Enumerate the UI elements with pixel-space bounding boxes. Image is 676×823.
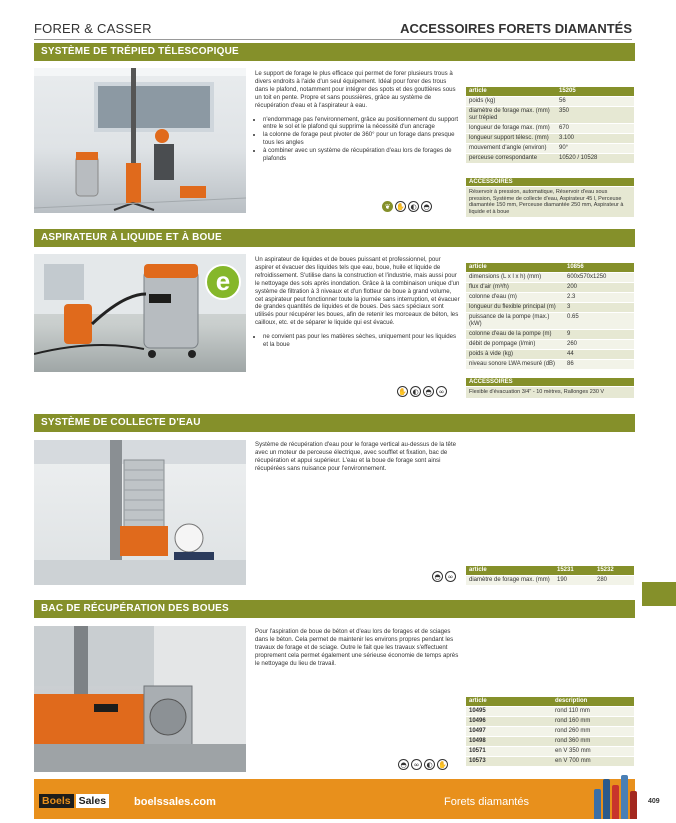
- safety-icons: [382, 201, 432, 212]
- table-row: [466, 727, 634, 737]
- ear-protection-icon: ◐: [408, 201, 419, 212]
- table-header-cell: article: [466, 263, 564, 273]
- table-cell: 670: [556, 124, 634, 134]
- water-collector-illustration: [34, 440, 246, 585]
- table-row: [466, 757, 634, 767]
- table-header-row: [466, 566, 634, 576]
- table-cell: longueur de forage max. (mm): [466, 124, 556, 134]
- table-row: [466, 330, 634, 340]
- goggles-icon: ∞: [445, 571, 456, 582]
- mud-tray-illustration: [34, 626, 246, 772]
- table-cell: 280: [594, 576, 634, 586]
- table-row: [466, 283, 634, 293]
- table-row: [466, 293, 634, 303]
- goggles-icon: ∞: [436, 386, 447, 397]
- footer-url[interactable]: boelssales.com: [134, 796, 216, 808]
- table-row: [466, 144, 634, 154]
- table-cell: poids (kg): [466, 97, 556, 107]
- table-cell: diamètre de forage max. (mm) sur trépied: [466, 107, 556, 124]
- section-header-vacuum: ASPIRATEUR À LIQUIDE ET À BOUE: [34, 229, 635, 247]
- helmet-icon: ◓: [398, 759, 409, 770]
- table-cell: rond 160 mm: [552, 717, 634, 727]
- table-cell: longueur support télesc. (mm): [466, 134, 556, 144]
- table-row: [466, 737, 634, 747]
- table-cell: niveau sonore LWA mesuré (dB): [466, 360, 564, 370]
- table-cell: 350: [556, 107, 634, 124]
- table-cell: 9: [564, 330, 634, 340]
- vacuum-description: [255, 256, 460, 349]
- water-collector-spec-table: [466, 566, 634, 586]
- boels-sales-logo: [39, 794, 109, 808]
- table-row: [466, 154, 634, 164]
- table-cell: poids à vide (kg): [466, 350, 564, 360]
- table-header-cell: 15231: [554, 566, 594, 576]
- page-title: ACCESSOIRES FORETS DIAMANTÉS: [400, 21, 632, 36]
- tripod-illustration: [34, 68, 246, 213]
- table-row: [466, 107, 634, 124]
- table-cell: 600x570x1250: [564, 273, 634, 283]
- table-cell: 86: [564, 360, 634, 370]
- table-cell: 56: [556, 97, 634, 107]
- table-cell: 10498: [466, 737, 552, 747]
- section-header-tripod: SYSTÈME DE TRÉPIED TÉLESCOPIQUE: [34, 43, 635, 61]
- accessories-heading: ACCESSOIRES: [466, 378, 634, 386]
- section-header-mud-tray: BAC DE RÉCUPÉRATION DES BOUES: [34, 600, 635, 618]
- table-cell: flux d'air (m³/h): [466, 283, 564, 293]
- section-title-left: FORER & CASSER: [34, 21, 152, 36]
- section-header-water-collector: SYSTÈME DE COLLECTE D'EAU: [34, 414, 635, 432]
- table-header-cell: 15205: [556, 87, 634, 97]
- table-row: [466, 313, 634, 330]
- footer-bar: [34, 779, 635, 819]
- glove-icon: ✋: [438, 760, 447, 769]
- table-cell: colonne d'eau de la pompe (m): [466, 330, 564, 340]
- table-cell: 190: [554, 576, 594, 586]
- eco-badge-icon: e: [205, 264, 241, 300]
- accessories-list: Flexible d'évacuation 3/4" - 10 mètres, Rallonges 230 V: [466, 387, 634, 398]
- vacuum-bullets: [255, 333, 460, 349]
- safety-icons: [432, 571, 456, 582]
- table-cell: 2.3: [564, 293, 634, 303]
- vacuum-photo: [34, 254, 246, 372]
- leaf-icon: ❦: [382, 201, 393, 212]
- accessories-heading: ACCESSOIRES: [466, 178, 634, 186]
- helmet-icon: ◓: [432, 571, 443, 582]
- helmet-icon: ◓: [421, 201, 432, 212]
- footer-title: Forets diamantés: [444, 796, 529, 808]
- table-header-cell: description: [552, 697, 634, 707]
- table-row: [466, 747, 634, 757]
- list-item: • n'endommage pas l'environnement, grâce au positionnement du support entre le sol et le plafond qui supprime la nécessité d'un ancrage: [263, 116, 460, 132]
- table-cell: en V 350 mm: [552, 747, 634, 757]
- table-cell: colonne d'eau (m): [466, 293, 564, 303]
- tripod-spec-table: [466, 87, 634, 164]
- table-header-cell: 15232: [594, 566, 634, 576]
- glove-icon: ✋: [398, 387, 407, 396]
- mud-tray-description: [255, 628, 460, 668]
- accessories-list: Réservoir à pression, automatique, Réservoir d'eau sous pression, Système de collecte d'eau, Aspirateur 45 l, Perceuse diamantée 150 mm, Perceuse diamantée 250 mm, Aspirateur à liquide et à boue: [466, 187, 634, 217]
- tripod-description: [255, 70, 460, 163]
- water-collector-photo: [34, 440, 246, 585]
- table-row: [466, 303, 634, 313]
- table-row: [466, 360, 634, 370]
- table-cell: 44: [564, 350, 634, 360]
- vacuum-description-text: Un aspirateur de liquides et de boues puissant et professionnel, pour aspirer et évacuer des liquides tels que eau, boue, huile et liquide de refroidissement. S'utilise dans la construction et l'industrie, mais aussi pour le nettoyage des sols après inondation. Grâce à la combinaison unique d'un système de filtration à 3 niveaux et d'un flotteur de boue à grand volume, cet aspirateur peut fonctionner toute la journée sans interruption, et évacuer de grandes quantités de liquides et de boues. Des sacs spéciaux sont utilisés pour récupérer les boues, afin de retenir les morceaux de béton, les cailloux, etc. et de séparer le liquide qui est évacué.: [255, 256, 460, 327]
- table-row: [466, 350, 634, 360]
- header-divider: [34, 39, 632, 40]
- vacuum-spec-table: [466, 263, 634, 370]
- table-cell: 10571: [466, 747, 552, 757]
- water-collector-description-text: Système de récupération d'eau pour le forage vertical au-dessus de la tête avec un moteur de perceuse électrique, avec soufflet et fixation, bac de récupération et appui supérieur. L'eau et la boue de forage sont ainsi récupérées sans nuisance pour l'environnement.: [255, 441, 457, 472]
- table-row: [466, 134, 634, 144]
- mud-tray-table: [466, 697, 634, 767]
- list-item: • à combiner avec un système de récupération d'eau lors de forages de plafonds: [263, 147, 460, 163]
- table-cell: 3: [564, 303, 634, 313]
- tripod-photo: [34, 68, 246, 213]
- list-item: • la colonne de forage peut pivoter de 360° pour un forage dans presque tous les angles: [263, 131, 460, 147]
- table-cell: diamètre de forage max. (mm): [466, 576, 554, 586]
- mud-tray-description-text: Pour l'aspiration de boue de béton et d'eau lors de forages et de sciages dans le béton. Cela permet de maintenir les environs propres pendant les travaux de forage et de sciage. Outre le fait que les travaux s'effectuent proprement cela permet également une sérieuse économie de temps après le nettoyage du lieu de travail.: [255, 628, 459, 667]
- goggles-icon: ∞: [411, 759, 422, 770]
- mud-tray-photo: [34, 626, 246, 772]
- table-cell: 10573: [466, 757, 552, 767]
- tripod-bullets: [255, 116, 460, 163]
- table-header-cell: 10856: [564, 263, 634, 273]
- table-cell: 10496: [466, 717, 552, 727]
- table-cell: 90°: [556, 144, 634, 154]
- table-row: [466, 707, 634, 717]
- table-header-row: [466, 697, 634, 707]
- helmet-icon: ◓: [423, 386, 434, 397]
- table-cell: 0.65: [564, 313, 634, 330]
- table-header-cell: article: [466, 697, 552, 707]
- list-item: • ne convient pas pour les matières sèches, uniquement pour les liquides et la boue: [263, 333, 460, 349]
- table-cell: 10497: [466, 727, 552, 737]
- table-header-cell: article: [466, 87, 556, 97]
- table-cell: puissance de la pompe (max.) (kW): [466, 313, 564, 330]
- table-cell: 260: [564, 340, 634, 350]
- table-header-cell: article: [466, 566, 554, 576]
- table-cell: 10520 / 10528: [556, 154, 634, 164]
- ear-protection-icon: ◐: [424, 759, 435, 770]
- tripod-description-text: Le support de forage le plus efficace qui permet de forer plusieurs trous à divers endroits à l'aide d'un seul équipement. Idéal pour forer des trous dans le plafond, notamment pour intégrer des spots et des gouttières sous un toit en pente. Propre et sans poussières, grâce au système de récupération d'eau et à l'aspirateur à eau.: [255, 70, 456, 109]
- table-row: [466, 340, 634, 350]
- table-cell: débit de pompage (l/min): [466, 340, 564, 350]
- table-cell: longueur du flexible principal (m): [466, 303, 564, 313]
- chapter-tab: [642, 582, 676, 606]
- logo-part-sales: Sales: [76, 794, 109, 808]
- table-cell: rond 360 mm: [552, 737, 634, 747]
- table-row: [466, 273, 634, 283]
- table-cell: rond 260 mm: [552, 727, 634, 737]
- table-row: [466, 97, 634, 107]
- table-cell: 200: [564, 283, 634, 293]
- table-row: [466, 717, 634, 727]
- table-cell: rond 110 mm: [552, 707, 634, 717]
- table-cell: en V 700 mm: [552, 757, 634, 767]
- water-collector-description: [255, 441, 460, 473]
- drill-bits-image: [594, 775, 637, 819]
- ear-protection-icon: ◐: [410, 386, 421, 397]
- table-cell: perceuse correspondante: [466, 154, 556, 164]
- table-row: [466, 576, 634, 586]
- safety-icons: [397, 386, 447, 397]
- table-cell: dimensions (L x l x h) (mm): [466, 273, 564, 283]
- logo-part-boels: Boels: [39, 794, 74, 808]
- safety-icons: [398, 759, 448, 770]
- table-row: [466, 124, 634, 134]
- table-cell: 3.100: [556, 134, 634, 144]
- table-cell: 10495: [466, 707, 552, 717]
- table-header-row: [466, 263, 634, 273]
- table-header-row: [466, 87, 634, 97]
- glove-icon: ✋: [396, 202, 405, 211]
- table-cell: mouvement d'angle (environ): [466, 144, 556, 154]
- page-number: 409: [648, 798, 660, 805]
